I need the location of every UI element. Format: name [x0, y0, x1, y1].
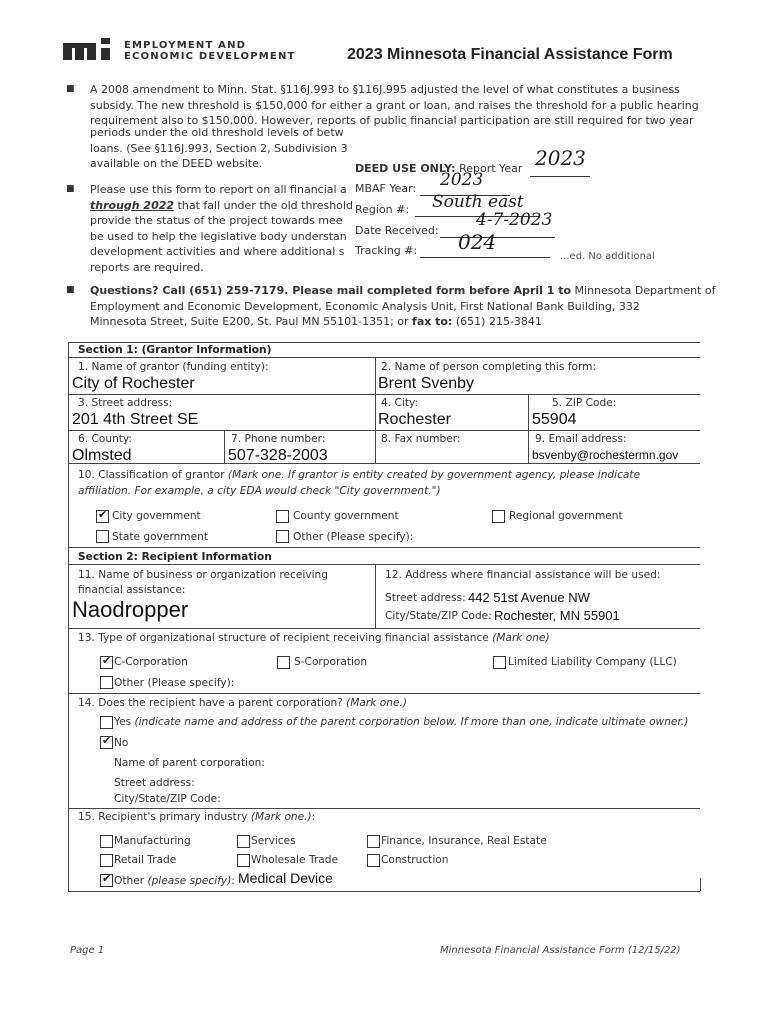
regional-government-label: Regional government	[509, 510, 623, 522]
business-name-field[interactable]: Naodropper	[72, 597, 189, 622]
finance-label: Finance, Insurance, Real Estate	[381, 835, 547, 847]
llc-checkbox[interactable]	[493, 656, 506, 669]
recipient-street-label: Street address:	[385, 592, 466, 604]
recipient-csz-label: City/State/ZIP Code:	[385, 610, 492, 622]
section-2-title: Section 2: Recipient Information	[78, 551, 272, 563]
county-government-label: County government	[293, 510, 399, 522]
intro-text: subsidy. The new threshold is $150,000 for either a grant or loan, and raises the threshold for a public hearing	[90, 98, 699, 112]
questions-line-3	[90, 314, 690, 330]
report-year-value[interactable]: 2023	[535, 146, 586, 170]
county-field[interactable]: Olmsted	[72, 447, 132, 464]
other-industry-field[interactable]: Medical Device	[238, 870, 333, 886]
parent-yes-instructions: (indicate name and address of the parent corporation below. If more than one, indicate ultimate owner.)	[134, 716, 689, 728]
tracking-value[interactable]: 024	[458, 230, 497, 254]
org-structure-instructions: (Mark one)	[492, 632, 550, 644]
zip-field[interactable]: 55904	[532, 411, 577, 428]
parent-csz-label: City/State/ZIP Code:	[114, 793, 221, 805]
mbaf-value[interactable]: 2023	[440, 170, 484, 190]
deed-logo-text	[124, 40, 296, 62]
business-name-label-2: financial assistance:	[78, 584, 186, 596]
other-grantor-label: Other (Please specify):	[293, 531, 414, 543]
other-industry-label	[114, 875, 235, 887]
org-structure-label	[78, 632, 550, 644]
zip-label: 5. ZIP Code:	[552, 397, 617, 409]
intro-text: reports are required.	[90, 260, 204, 274]
questions-bullet	[66, 283, 716, 330]
intro-text: loans. (See §116J.993, Section 2, Subdivision 3	[90, 141, 348, 155]
questions-bold: Questions? Call (651) 259-7179. Please mail completed form before April 1 to	[90, 284, 572, 297]
grantor-name-label: 1. Name of grantor (funding entity):	[78, 361, 269, 373]
classification-text: 10. Classification of grantor	[78, 469, 228, 481]
region-value[interactable]: South east	[432, 192, 524, 212]
llc-label: Limited Liability Company (LLC)	[508, 656, 677, 668]
parent-no-checkbox[interactable]	[100, 736, 113, 749]
date-received-label: Date Received:	[355, 224, 439, 237]
bullet-icon: ■	[66, 285, 75, 295]
parent-no-label: No	[114, 737, 129, 749]
intro-text: provide the status of the project towards mee	[90, 214, 343, 227]
bullet-icon: ■	[66, 84, 75, 94]
intro-text: periods under the old threshold levels of betw	[90, 126, 344, 139]
other-industry-checkbox[interactable]	[100, 874, 113, 887]
s-corporation-checkbox[interactable]	[277, 656, 290, 669]
city-label: 4. City:	[381, 397, 419, 409]
finance-checkbox[interactable]	[367, 835, 380, 848]
city-government-checkbox[interactable]	[96, 510, 109, 523]
questions-text: Minnesota Department of	[571, 284, 716, 297]
parent-name-label: Name of parent corporation:	[114, 757, 265, 769]
person-completing-field[interactable]: Brent Svenby	[378, 375, 475, 392]
parent-yes-label	[114, 716, 688, 728]
retail-trade-checkbox[interactable]	[100, 854, 113, 867]
parent-corp-text: 14. Does the recipient have a parent corporation?	[78, 697, 347, 709]
form-version: Minnesota Financial Assistance Form (12/15/22)	[440, 945, 681, 956]
deed-use-only	[355, 162, 522, 175]
recipient-csz-field[interactable]: Rochester, MN 55901	[494, 608, 620, 623]
questions-text: (651) 215-3841	[452, 315, 542, 328]
classification-instructions: (Mark one. If grantor is entity created by government agency, please indicate	[227, 469, 641, 481]
email-field[interactable]: bsvenby@rochestermn.gov	[532, 448, 679, 462]
county-government-checkbox[interactable]	[276, 510, 289, 523]
report-year-label: Report Year	[459, 162, 523, 175]
state-government-checkbox[interactable]	[96, 530, 109, 543]
services-checkbox[interactable]	[237, 835, 250, 848]
c-corporation-checkbox[interactable]	[100, 656, 113, 669]
intro-bullet-1	[66, 82, 699, 172]
fax-label: 8. Fax number:	[381, 433, 461, 445]
email-label: 9. Email address:	[535, 433, 627, 445]
section-1-title: Section 1: (Grantor Information)	[78, 344, 272, 356]
other-structure-checkbox[interactable]	[100, 676, 113, 689]
recipient-street-field[interactable]: 442 51st Avenue NW	[468, 590, 590, 605]
intro-text: that fall under the old threshold	[174, 198, 353, 212]
date-received-value[interactable]: 4-7-2023	[476, 210, 553, 230]
primary-industry-label	[78, 811, 315, 823]
grantor-name-field[interactable]: City of Rochester	[72, 375, 195, 392]
tracking-label: Tracking #:	[355, 244, 418, 257]
parent-yes-text: Yes	[114, 716, 135, 728]
logo-line-1: EMPLOYMENT AND	[124, 40, 247, 51]
other-industry-text: Other	[114, 875, 148, 887]
questions-line-2: Employment and Economic Development, Economic Analysis Unit, First National Bank Building, 332	[90, 299, 640, 313]
intro-bullet-2	[66, 182, 353, 275]
wholesale-trade-label: Wholesale Trade	[251, 854, 338, 866]
state-government-label: State government	[112, 531, 208, 543]
parent-street-label: Street address:	[114, 777, 195, 789]
c-corporation-label: C-Corporation	[114, 656, 188, 668]
s-corporation-label: S-Corporation	[294, 656, 368, 668]
intro-text: be used to help the legislative body understan	[90, 229, 347, 243]
services-label: Services	[251, 835, 296, 847]
intro-text: available on the DEED website.	[90, 157, 263, 170]
deed-logo-mark	[63, 38, 118, 60]
classification-instructions-2: affiliation. For example, a city EDA would check "City government.")	[78, 485, 441, 497]
bullet-icon: ■	[66, 184, 75, 194]
deed-label: DEED USE ONLY:	[355, 162, 456, 175]
other-structure-label: Other (Please specify):	[114, 677, 235, 689]
business-name-label: 11. Name of business or organization receiving	[78, 569, 328, 581]
intro-text: A 2008 amendment to Minn. Stat. §116J.993 to §116J.995 adjusted the level of what constitutes a business	[90, 83, 680, 96]
county-label: 6. County:	[78, 433, 133, 445]
logo-line-2: ECONOMIC DEVELOPMENT	[124, 51, 296, 62]
intro-cut-text: ...ed. No additional	[560, 251, 655, 262]
parent-yes-checkbox[interactable]	[100, 716, 113, 729]
classification-label	[78, 469, 640, 481]
person-completing-label: 2. Name of person completing this form:	[381, 361, 597, 373]
manufacturing-label: Manufacturing	[114, 835, 191, 847]
regional-government-checkbox[interactable]	[492, 510, 505, 523]
intro-text: development activities and where additional s	[90, 245, 345, 258]
construction-label: Construction	[381, 854, 449, 866]
other-grantor-checkbox[interactable]	[276, 530, 289, 543]
city-government-label: City government	[112, 510, 201, 522]
mbaf-label: MBAF Year:	[355, 182, 417, 195]
other-industry-instructions: (please specify)	[147, 875, 232, 887]
parent-corp-instructions: (Mark one.)	[346, 697, 407, 709]
intro-text	[90, 198, 353, 214]
org-structure-text: 13. Type of organizational structure of recipient receiving financial assistance	[78, 632, 493, 644]
retail-trade-label: Retail Trade	[114, 854, 177, 866]
phone-label: 7. Phone number:	[231, 433, 326, 445]
primary-industry-colon: :	[311, 811, 316, 823]
street-address-label: 3. Street address:	[78, 397, 173, 409]
wholesale-trade-checkbox[interactable]	[237, 854, 250, 867]
phone-field[interactable]: 507-328-2003	[228, 447, 328, 464]
manufacturing-checkbox[interactable]	[100, 835, 113, 848]
other-industry-colon: :	[231, 875, 235, 887]
intro-text: requirement also to $150,000. However, reports of public financial participation are still required for two year	[90, 114, 694, 127]
street-address-field[interactable]: 201 4th Street SE	[72, 411, 199, 428]
intro-emphasis: through 2022	[90, 198, 175, 212]
intro-text: Please use this form to report on all financial a	[90, 183, 347, 196]
region-label: Region #:	[355, 203, 410, 216]
primary-industry-text: 15. Recipient's primary industry	[78, 811, 251, 823]
parent-corp-question	[78, 697, 407, 709]
questions-bold: fax to:	[412, 315, 453, 328]
construction-checkbox[interactable]	[367, 854, 380, 867]
assistance-address-label: 12. Address where financial assistance will be used:	[385, 569, 661, 581]
form-title: 2023 Minnesota Financial Assistance Form	[347, 46, 673, 63]
questions-text: Minnesota Street, Suite E200, St. Paul MN 55101-1351; or	[90, 315, 413, 328]
questions-line-1	[90, 283, 716, 299]
city-field[interactable]: Rochester	[378, 411, 451, 428]
primary-industry-instructions: (Mark one.)	[250, 811, 312, 823]
page-number: Page 1	[70, 945, 105, 956]
